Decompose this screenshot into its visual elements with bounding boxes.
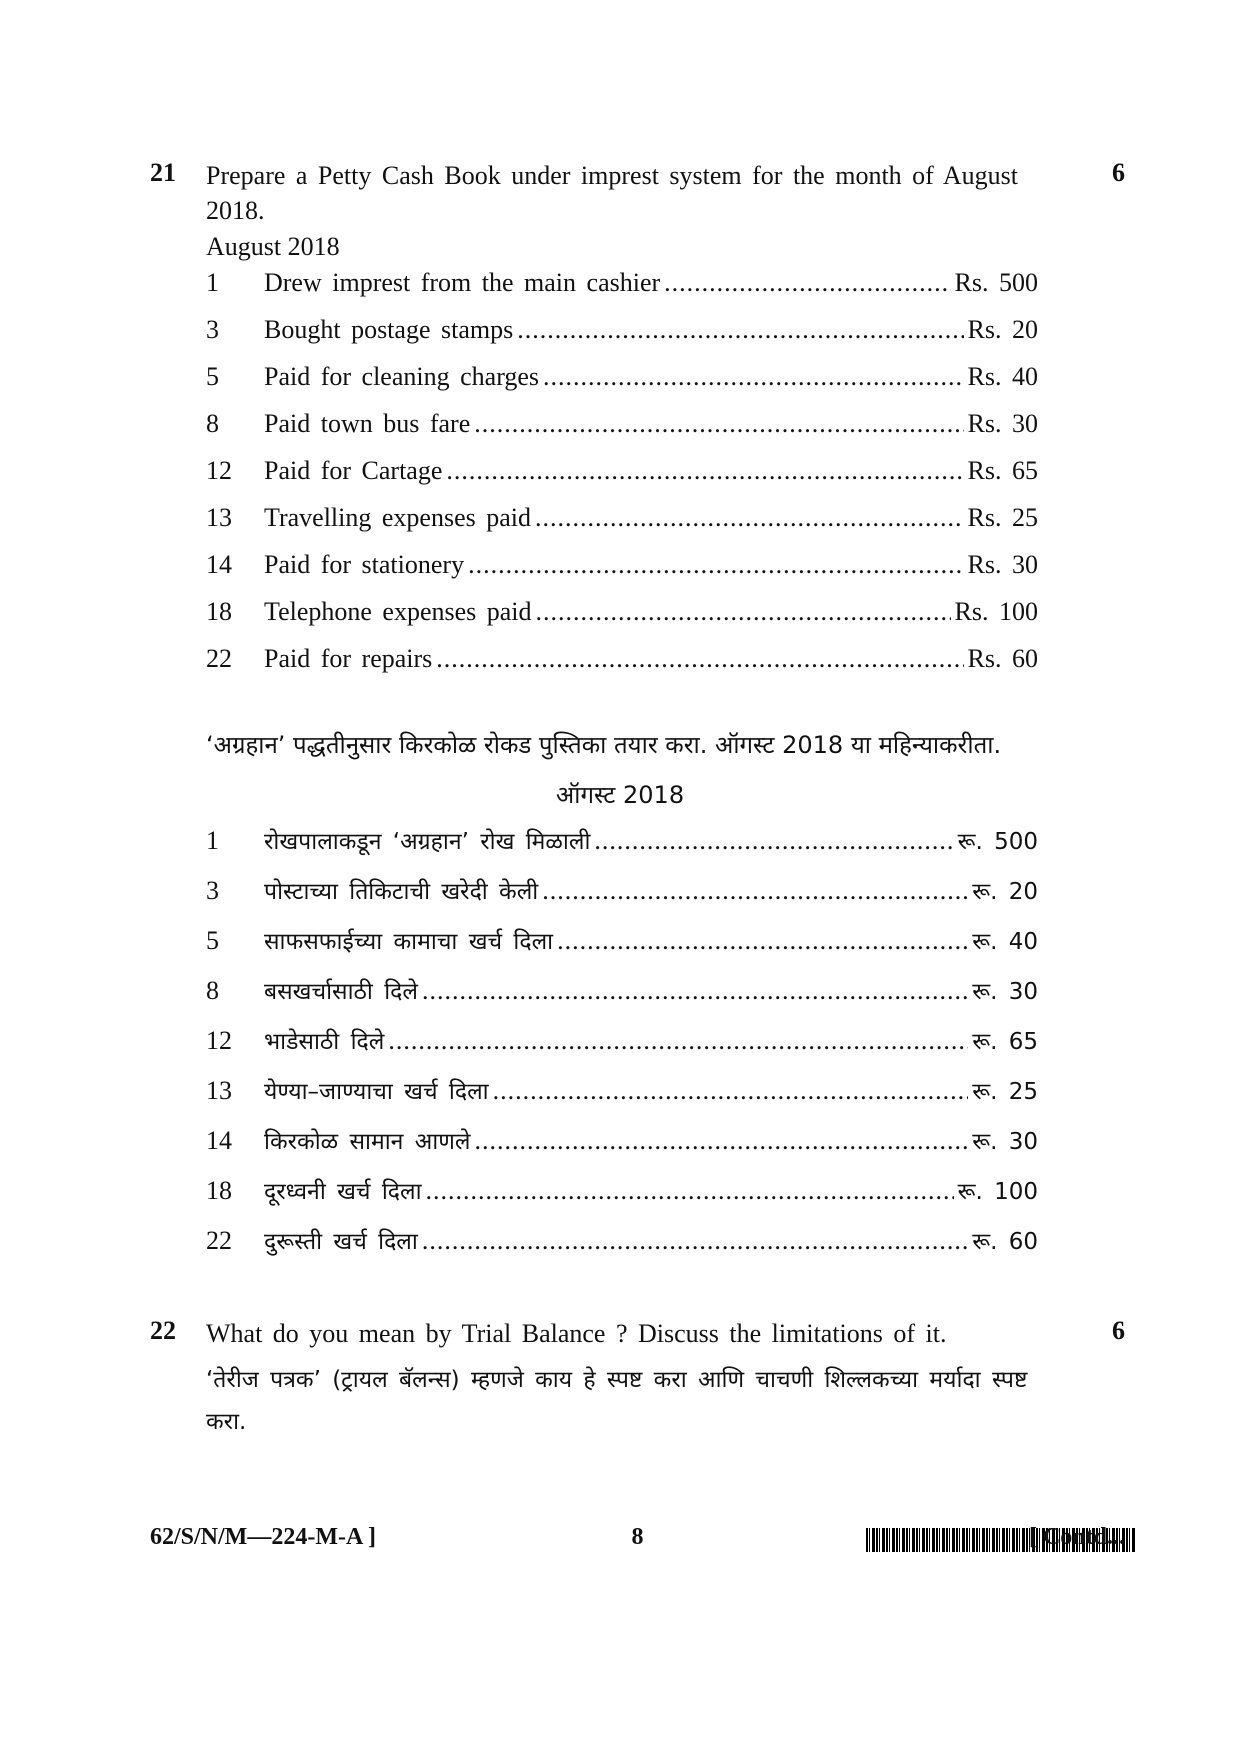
- list-item: 8 बसखर्चासाठी दिले ..... रू. 30: [206, 974, 1038, 1024]
- list-item: 8 Paid town bus fare ..... Rs. 30: [206, 409, 1038, 456]
- question-22: [150, 1316, 1125, 1443]
- paper-code: 62/S/N/M—224-M-A ]: [150, 1524, 376, 1550]
- marathi-month-label: ऑगस्ट 2018: [555, 781, 685, 809]
- list-item: 12 Paid for Cartage ..... Rs. 65: [206, 456, 1038, 503]
- list-item: 5 साफसफाईच्या कामाचा खर्च दिला ..... रू. 40: [206, 924, 1038, 974]
- list-item: 18 Telephone expenses paid ..... Rs. 100: [206, 597, 1038, 644]
- list-item: 22 Paid for repairs ..... Rs. 60: [206, 644, 1038, 691]
- list-item: 3 Bought postage stamps ..... Rs. 20: [206, 315, 1038, 362]
- list-item: 1 Drew imprest from the main cashier ..... Rs. 500: [206, 268, 1038, 315]
- list-item: 1 रोखपालाकडून ‘अग्रहान’ रोख मिळाली ..... रू. 500: [206, 824, 1038, 874]
- question-marks: 6: [1112, 1316, 1125, 1345]
- continued-label: [ Contd...: [1028, 1524, 1125, 1550]
- english-entries: [206, 268, 1038, 691]
- list-item: 18 दूरध्वनी खर्च दिला ..... रू. 100: [206, 1174, 1038, 1224]
- question-text: Prepare a Petty Cash Book under imprest system for the month of August 2018.: [206, 161, 1019, 225]
- question-number: 22: [150, 1316, 176, 1345]
- question-number: 21: [150, 158, 176, 187]
- marathi-question-text: ‘अग्रहान’ पद्धतीनुसार किरकोळ रोकड पुस्तिका तयार करा. ऑगस्ट 2018 या महिन्याकरीता.: [206, 731, 1002, 759]
- list-item: 13 येण्या–जाण्याचा खर्च दिला ..... रू. 25: [206, 1074, 1038, 1124]
- list-item: 3 पोस्टाच्या तिकिटाची खरेदी केली ..... रू. 20: [206, 874, 1038, 924]
- marathi-entries: [206, 824, 1038, 1274]
- marathi-question-text: ‘तेरीज पत्रक’ (ट्रायल बॅलन्स) म्हणजे काय हे स्पष्ट करा आणि चाचणी शिल्लकच्या मर्यादा स्पष्ट करा.: [206, 1367, 1028, 1435]
- list-item: 22 दुरूस्ती खर्च दिला ..... रू. 60: [206, 1224, 1038, 1274]
- list-item: 12 भाडेसाठी दिले ..... रू. 65: [206, 1024, 1038, 1074]
- list-item: 14 किरकोळ सामान आणले ..... रू. 30: [206, 1124, 1038, 1174]
- month-label: August 2018: [206, 232, 340, 261]
- question-21: [150, 158, 1125, 228]
- list-item: 5 Paid for cleaning charges ..... Rs. 40: [206, 362, 1038, 409]
- question-marks: 6: [1112, 158, 1125, 187]
- page-footer: [150, 1524, 1125, 1558]
- question-text: What do you mean by Trial Balance ? Discuss the limitations of it.: [206, 1319, 947, 1348]
- list-item: 14 Paid for stationery ..... Rs. 30: [206, 550, 1038, 597]
- list-item: 13 Travelling expenses paid ..... Rs. 25: [206, 503, 1038, 550]
- page-number: 8: [631, 1524, 644, 1550]
